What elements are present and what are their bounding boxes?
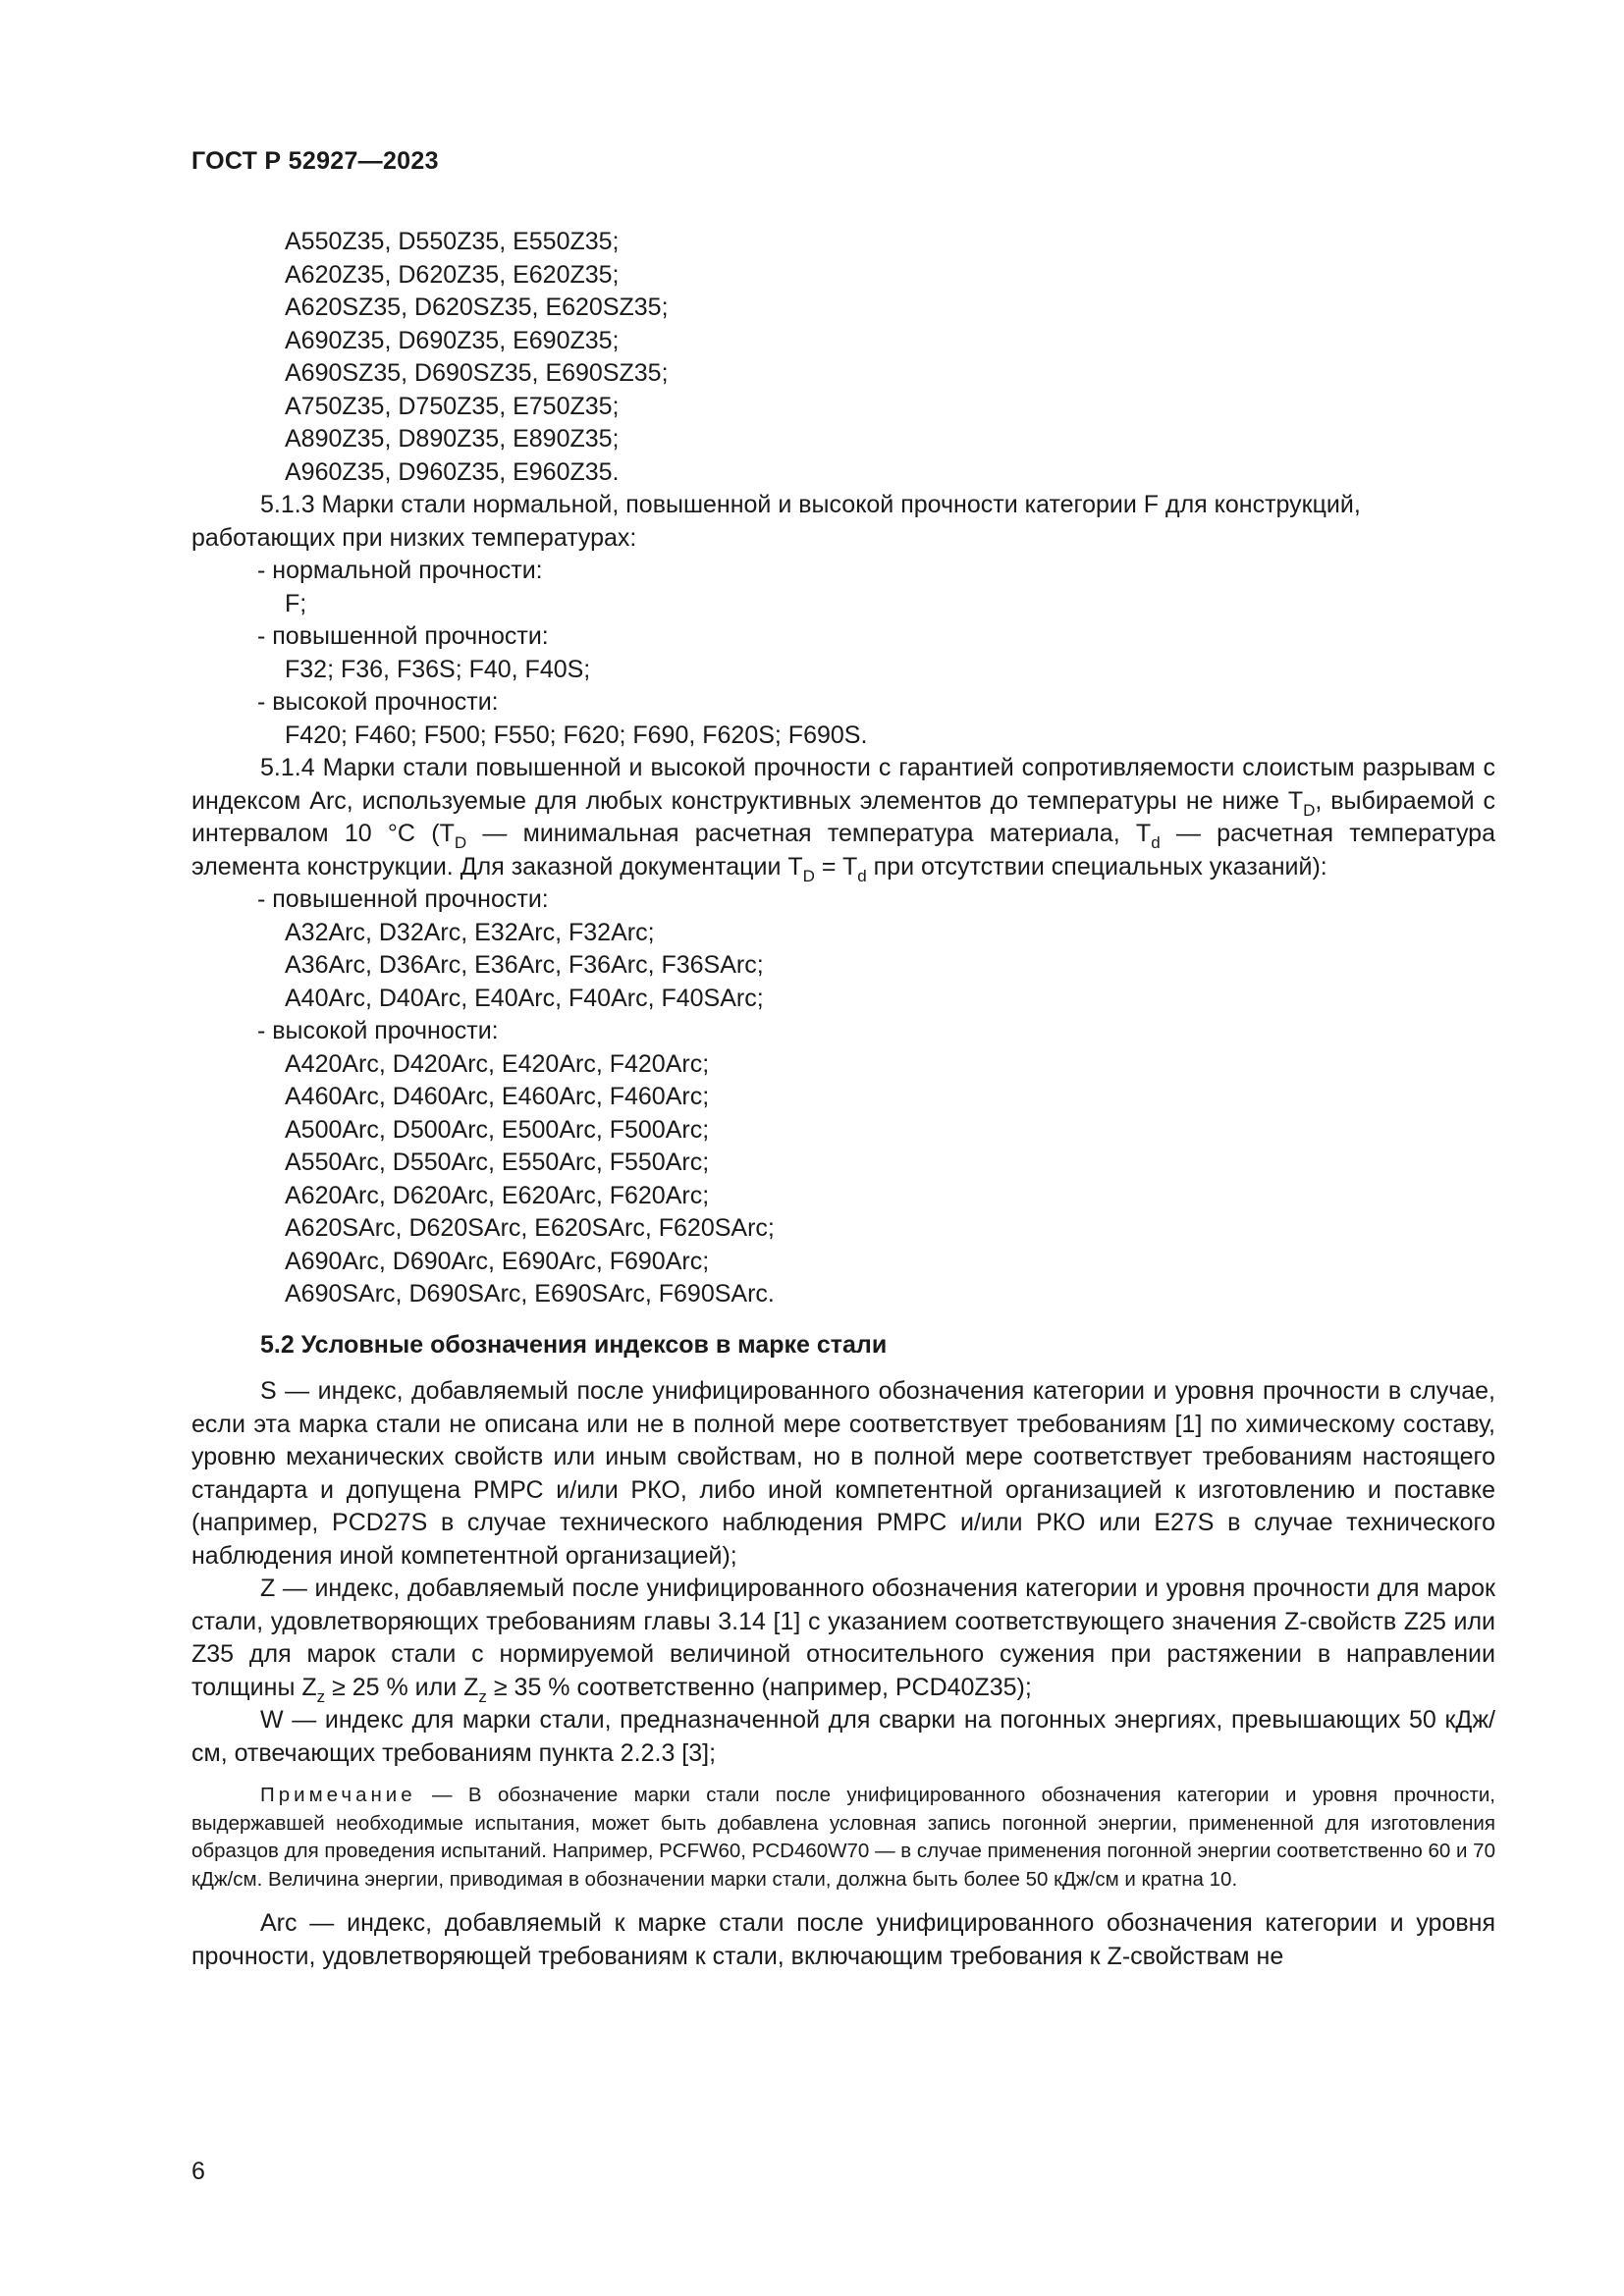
grade-line: A960Z35, D960Z35, E960Z35. xyxy=(285,457,620,486)
note-label: Примечание xyxy=(260,1784,416,1806)
grade-line: A620Arc, D620Arc, E620Arc, F620Arc; xyxy=(285,1181,710,1209)
grade-line: A32Arc, D32Arc, E32Arc, F32Arc; xyxy=(285,918,655,946)
note-block xyxy=(191,1782,1495,1894)
grade-line: A750Z35, D750Z35, E750Z35; xyxy=(285,392,620,420)
list-label: - высокой прочности: xyxy=(257,1017,499,1044)
index-Arc-paragraph: Arc — индекс, добавляемый к марке стали после унифицированного обозначения категории и уровня прочности, удовлетворяющей требованиям к стали, включающим требования к Z-свойствам не xyxy=(191,1909,1495,1970)
list-label: - высокой прочности: xyxy=(257,688,499,716)
grade-line: A36Arc, D36Arc, E36Arc, F36Arc, F36SArc; xyxy=(285,951,764,979)
index-W-paragraph: W — индекс для марки стали, предназначенной для сварки на погонных энергиях, превышающих 50 кДж/см, отвечающих требованиям пункта 2.2.3 [3]; xyxy=(191,1706,1495,1767)
page-content xyxy=(191,226,1495,1973)
grade-line: A420Arc, D420Arc, E420Arc, F420Arc; xyxy=(285,1049,710,1078)
section-5-1-4-text: 5.1.4 Марки стали повышенной и высокой прочности с гарантией сопротивляемости слоистым разрывам с индексом Arc, используемые для любых конструктивных элементов до температуры не ниже $T_D$, выбираемой с интервалом 10 °С ($T_D$ — минимальная расчетная температура материала, $T_d$ — расчетная температура элемента конструкции. Для заказной документации $T_D = T_d$ при отсутствии специальных указаний): xyxy=(191,754,1495,885)
grade-line: A40Arc, D40Arc, E40Arc, F40Arc, F40SArc; xyxy=(285,984,764,1012)
index-S-paragraph: S — индекс, добавляемый после унифицированного обозначения категории и уровня прочности в случае, если эта марка стали не описана или не в полной мере соответствует требованиям [1] по химическому составу, уровню механических свойств или иным свойствам, но в полной мере соответствует требованиям настоящего стандарта и допущена РМРС и/или РКО, либо иной компетентной организацией к изготовлению и поставке (например, PCD27S в случае технического наблюдения РМРС и/или РКО или E27S в случае технического наблюдения иной компетентной организацией); xyxy=(191,1377,1495,1570)
section-5-1-3-line: 5.1.3 Марки стали нормальной, повышенной и высокой прочности категории F для конструкций, xyxy=(260,491,1361,518)
list-label: - нормальной прочности: xyxy=(257,557,543,584)
grade-line: A690Z35, D690Z35, E690Z35; xyxy=(285,326,620,354)
section-5-2-heading: 5.2 Условные обозначения индексов в марке стали xyxy=(260,1330,888,1359)
grade-line: A690Arc, D690Arc, E690Arc, F690Arc; xyxy=(285,1247,710,1275)
page-number: 6 xyxy=(191,2158,205,2185)
grade-line: A690SZ35, D690SZ35, E690SZ35; xyxy=(285,359,669,387)
grade-line: A550Z35, D550Z35, E550Z35; xyxy=(285,228,620,255)
section-5-1-4 xyxy=(191,752,1495,1311)
section-5-1-3 xyxy=(191,489,1495,752)
list-label: - повышенной прочности: xyxy=(257,885,549,913)
grade-line: F; xyxy=(285,589,307,617)
grade-line: F420; F460; F500; F550; F620; F690, F620S; F690S. xyxy=(285,721,868,749)
section-5-1-3-line: работающих при низких температурах: xyxy=(191,523,637,552)
grade-line: A890Z35, D890Z35, E890Z35; xyxy=(285,425,620,453)
note-text: — В обозначение марки стали после унифицированного обозначения категории и уровня прочности, выдержавшей необходимые испытания, может быть добавлена условная запись погонной энергии, примененной для изготовления образцов для проведения испытаний. Например, PCFW60, PCD460W70 — в случае применения погонной энергии соответственно 60 и 70 кДж/см. Величина энергии, приводимая в обозначении марки стали, должна быть более 50 кДж/см и кратна 10. xyxy=(191,1784,1495,1891)
grade-line: A550Arc, D550Arc, E550Arc, F550Arc; xyxy=(285,1148,710,1176)
grade-line: A620SZ35, D620SZ35, E620SZ35; xyxy=(285,294,669,321)
grade-line: A460Arc, D460Arc, E460Arc, F460Arc; xyxy=(285,1083,710,1110)
grade-line: A690SArc, D690SArc, E690SArc, F690SArc. xyxy=(285,1280,775,1308)
grade-line: A620Z35, D620Z35, E620Z35; xyxy=(285,260,620,289)
list-label: - повышенной прочности: xyxy=(257,622,549,650)
document-header: ГОСТ Р 52927—2023 xyxy=(191,147,439,175)
index-Z-paragraph: Z — индекс, добавляемый после унифицированного обозначения категории и уровня прочности для марок стали, удовлетворяющих требованиям главы 3.14 [1] с указанием соответствующего значения Z-свойств Z25 или Z35 для марок стали с нормируемой величиной относительного сужения при растяжении в направлении толщины $Z_z \ge 25$ % или $Z_z \ge 35$ % соответственно (например, PCD40Z35); xyxy=(191,1575,1495,1706)
grade-line: A620SArc, D620SArc, E620SArc, F620SArc; xyxy=(285,1214,775,1242)
grade-line: F32; F36, F36S; F40, F40S; xyxy=(285,655,591,683)
z35-grade-list xyxy=(191,226,1495,489)
grade-line: A500Arc, D500Arc, E500Arc, F500Arc; xyxy=(285,1115,710,1144)
